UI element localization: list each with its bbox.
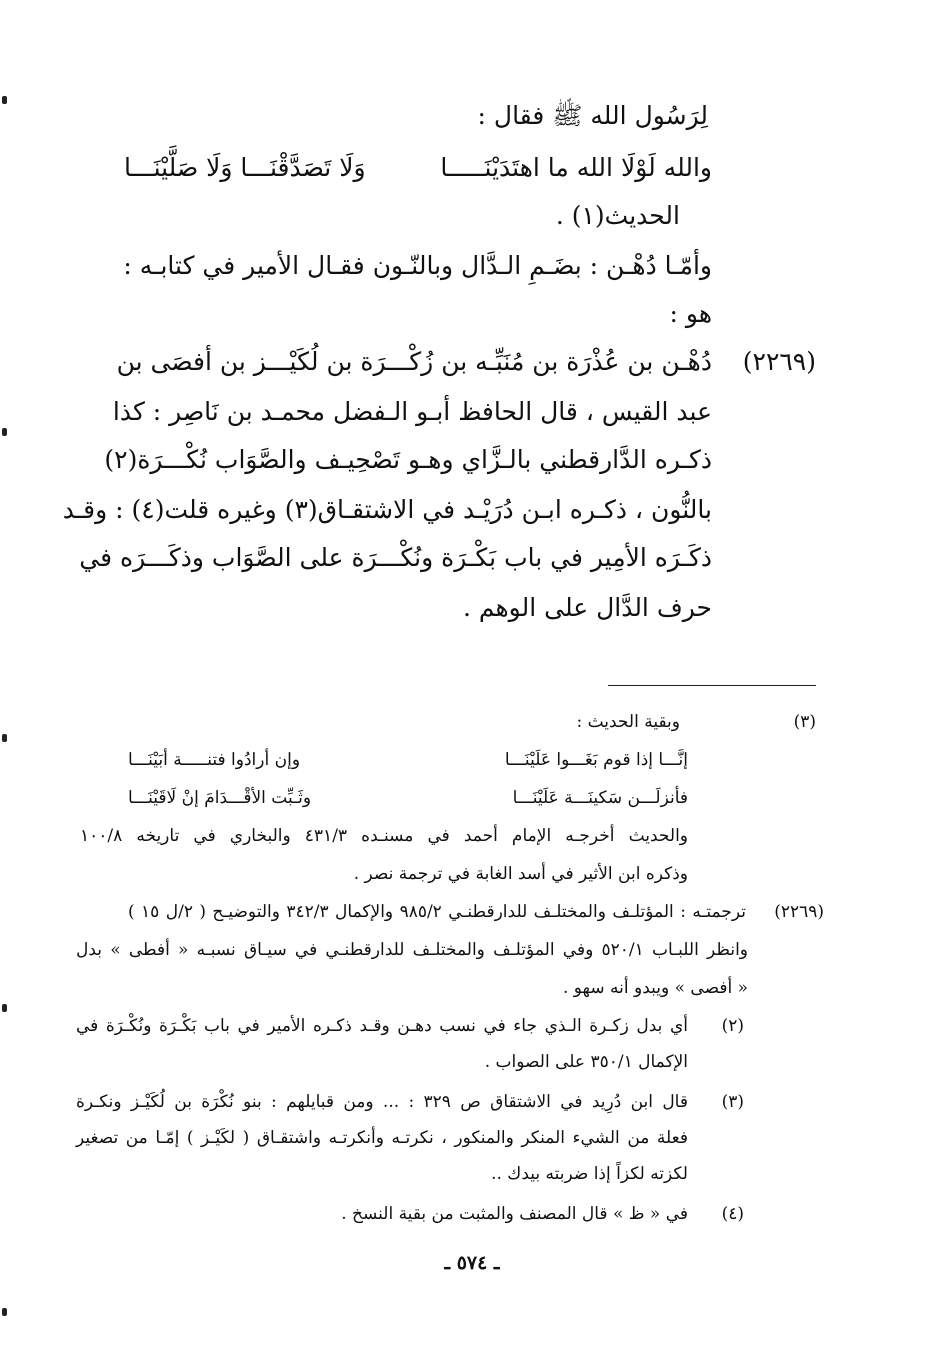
entry-line-6: حرف الدَّال على الوهم . bbox=[462, 593, 712, 622]
fn-2-line-1: أي بدل زكـرة الـذي جاء في نسب دهـن وقـد ذكـره الأمير في باب بَكْـرَة ونُكْـرَة في bbox=[76, 1016, 688, 1036]
fn-2-number: (٢) bbox=[721, 1016, 744, 1036]
verse-1-right-hemistich: والله لَوْلَا الله ما اهتَدَيْنَـــــا bbox=[440, 153, 712, 182]
main-line-4: وأمّـا دُهْـن : بضَـمِ الـدَّال وبالنّـون فقـال الأمير في كتابـه : bbox=[123, 251, 712, 280]
entry-line-4: بالنُّون ، ذكـره ابـن دُرَيْـد في الاشتقـاق(٣) وغيره قلت(٤) : وقـد bbox=[62, 495, 712, 524]
fn-4-line-1: في « ظ » قال المصنف والمثبت من بقية النسخ . bbox=[341, 1204, 688, 1224]
entry-line-5: ذكَـرَه الأمِير في باب بَكْـرَة ونُكْـــرَة على الصَّوَاب وذكَـــرَه في bbox=[79, 543, 712, 572]
footnote-separator bbox=[608, 685, 816, 686]
fn-2269-line-3: « أفصى » ويبدو أنه سهو . bbox=[562, 978, 748, 998]
fn-2269-line-2: وانظر اللبـاب ٥٢٠/١ وفي المؤتلـف والمختلـف للدارقطنـي في سيـاق نسبـه « أفطى » بدل bbox=[76, 940, 749, 960]
page-number: ـ ٥٧٤ ـ bbox=[444, 1252, 500, 1274]
entry-number: (٢٢٦٩) bbox=[742, 347, 816, 376]
fn-2-line-2: الإكمال ٣٥٠/١ على الصواب . bbox=[484, 1052, 688, 1072]
entry-line-3: ذكـره الدَّارقطني بالـزَّاي وهـو تَصْحِيـف والصَّوَاب نُكْـــرَة(٢) bbox=[104, 445, 712, 474]
scan-edge-mark bbox=[2, 428, 7, 436]
fn-2269-line-1: ترجمتـه : المؤتلـف والمختلـف للدارقطنـي ٩٨٥/٢ والإكمال ٣٤٢/٣ والتوضيـح ( ٢/ل ١٥ ) bbox=[128, 902, 747, 922]
scan-edge-mark bbox=[2, 734, 7, 742]
fn-prev-3-line-4: والحديث أخرجـه الإمام أحمد في مسنـده ٤٣١/٣ والبخاري في تاريخه ١٠٠/٨ bbox=[80, 826, 688, 846]
entry-line-1: دُهْـن بن عُذْرَة بن مُنَبِّـه بن زُكْـــرَة بن لُكَيْـــز بن أفصَى بن bbox=[116, 347, 712, 376]
scan-edge-mark bbox=[2, 1004, 7, 1012]
fn-prev-3-text: وبقية الحديث : bbox=[576, 712, 680, 732]
main-line-3: الحديث(١) . bbox=[555, 201, 680, 230]
fn-3-number: (٣) bbox=[721, 1092, 744, 1112]
verse-1-left-hemistich: وَلَا تَصَدَّقْنَـــا وَلَا صَلَّيْنَـــا bbox=[124, 153, 366, 182]
poem-2-left: وإن أرادُوا فتنـــــة أبَيْنَـــا bbox=[128, 750, 301, 770]
scan-edge-mark bbox=[2, 1308, 7, 1316]
fn-4-number: (٤) bbox=[721, 1204, 744, 1224]
entry-line-2: عبد القيس ، قال الحافظ أبـو الـفضل محمـد بن نَاصِر : كذا bbox=[112, 397, 712, 426]
fn-2269-number: (٢٢٦٩) bbox=[774, 902, 824, 922]
fn-prev-3-line-5: وذكره ابن الأثير في أسد الغابة في ترجمة نصر . bbox=[353, 864, 688, 884]
poem-3-left: وثَـبِّت الأقْـــدَامَ إنْ لَاقَيْنَـــا bbox=[128, 788, 312, 808]
scan-edge-mark bbox=[2, 96, 7, 104]
main-line-5: هو : bbox=[669, 299, 712, 328]
poem-3-right: فأنزلَـــن سَكينَـــة عَلَيْنَـــا bbox=[512, 788, 688, 808]
fn-3-line-3: لكزته لكزاً إذا ضربته بيدك .. bbox=[491, 1164, 688, 1184]
fn-3-line-2: فعلة من الشيء المنكر والمنكور ، نكرتـه وأنكرتـه واشتقـاق ( لكَيْـز ) إمّـا من تصغير bbox=[76, 1128, 688, 1148]
poem-2-right: إنَّـــا إذا قوم بَغَـــوا عَلَيْنَـــا bbox=[504, 750, 688, 770]
fn-3-line-1: قال ابن دُرِيد في الاشتقاق ص ٣٢٩ : ... ومن قبايلهم : بنو نُكْرَة بن لُكَيْـز ونكـرة bbox=[76, 1092, 688, 1112]
fn-prev-3-number: (٣) bbox=[793, 712, 816, 732]
main-line-1: لِرَسُول الله ﷺ فقال : bbox=[477, 101, 708, 130]
